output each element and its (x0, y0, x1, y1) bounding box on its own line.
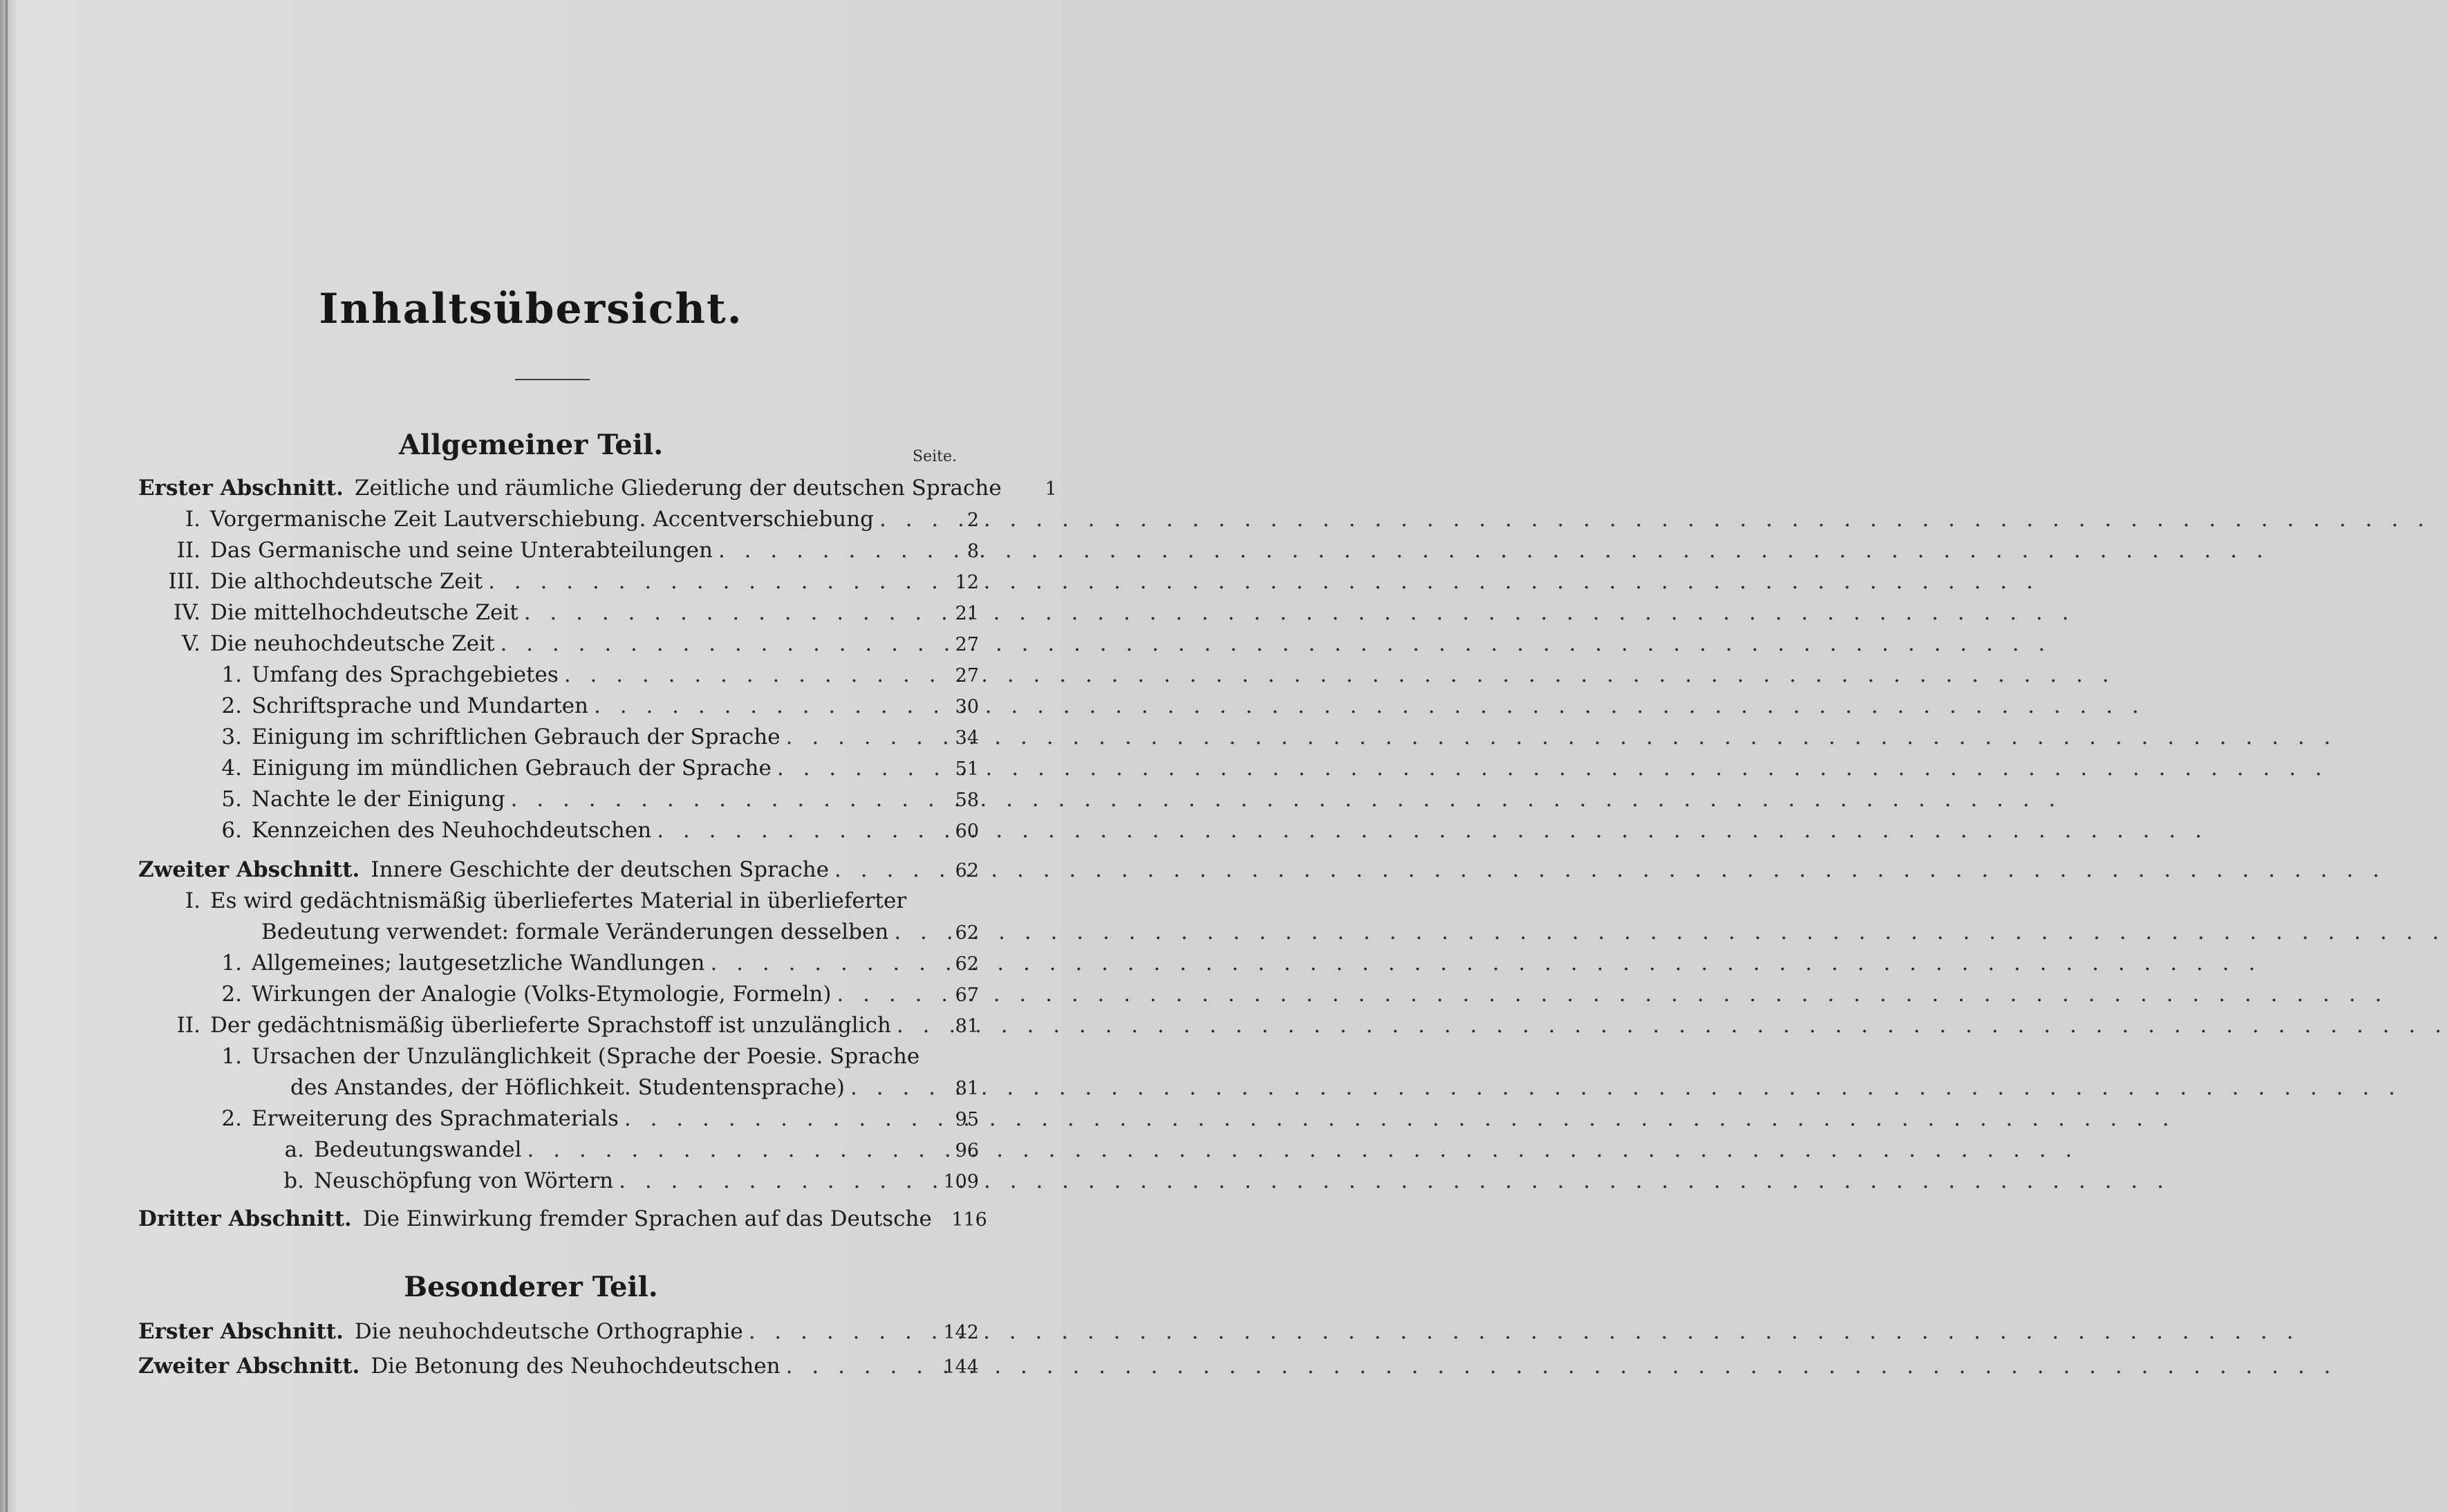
dot-leader (781, 725, 924, 749)
toc-entry-page: 27 (955, 665, 979, 687)
toc-entry-title: Der gedächtnismäßig überlieferte Sprachstoff ist unzulänglich (210, 1013, 891, 1038)
page-title: Inhaltsübersicht. (319, 285, 743, 333)
toc-entry (200, 951, 979, 981)
toc-entry-number: 1. (221, 662, 242, 687)
toc-entry (200, 982, 979, 1012)
toc-entry-page: 34 (955, 727, 979, 749)
dot-leader (559, 662, 924, 687)
toc-entry-number: IV. (173, 600, 200, 625)
toc-entry (138, 1319, 979, 1350)
toc-entry (138, 538, 979, 568)
dot-leader (518, 600, 924, 625)
toc-entry-page: 58 (955, 790, 979, 811)
toc-entry-title: Innere Geschichte der deutschen Sprache (371, 857, 830, 882)
dot-leader (891, 1013, 924, 1038)
toc-entry-page: 27 (955, 634, 979, 655)
toc-entry-title: Zeitliche und räumliche Gliederung der deutschen Sprache (354, 476, 1002, 501)
toc-entry-number: V. (182, 631, 200, 656)
toc-entry (138, 888, 979, 919)
dot-leader (613, 1168, 924, 1193)
toc-entry-title: Die mittelhochdeutsche Zeit (210, 600, 518, 625)
toc-entry-number: a. (284, 1137, 304, 1162)
toc-entry (138, 569, 979, 599)
toc-entry (138, 600, 979, 631)
toc-entry-page: 142 (943, 1322, 979, 1343)
toc-entry-title: Die neuhochdeutsche Zeit (210, 631, 495, 656)
toc-entry-title: Erweiterung des Sprachmaterials (252, 1106, 619, 1131)
toc-entry (200, 787, 979, 817)
toc-entry (138, 857, 979, 888)
toc-entry-number: I. (185, 888, 200, 913)
toc-entry-page: 62 (955, 860, 979, 881)
toc-entry-page: 60 (955, 821, 979, 842)
dot-leader (619, 1106, 924, 1131)
toc-entry-number: 2. (221, 982, 242, 1007)
toc-entry-page: 81 (955, 1078, 979, 1099)
toc-entry (200, 756, 979, 786)
toc-entry-page: 12 (955, 572, 979, 593)
toc-entry-title: Nachte le der Einigung (252, 787, 505, 812)
toc-entry-title: Einigung im mündlichen Gebrauch der Sprache (252, 756, 772, 781)
special-part-title: Besonderer Teil. (404, 1271, 658, 1303)
toc-entry-number: III. (168, 569, 200, 594)
toc-entry-section-head: Zweiter Abschnitt. (138, 1354, 360, 1379)
toc-entry-title: Umfang des Sprachgebietes (252, 662, 559, 687)
toc-entry (200, 662, 979, 693)
toc-entry-section-head: Erster Abschnitt. (138, 476, 344, 501)
toc-entry (138, 476, 1057, 506)
toc-entry-title: Schriftsprache und Mundarten (252, 693, 589, 718)
toc-entry-title: Einigung im schriftlichen Gebrauch der Sprache (252, 725, 781, 749)
toc-entry-number: 3. (221, 725, 242, 749)
dot-leader (495, 631, 924, 656)
toc-entry-number: b. (283, 1168, 304, 1193)
toc-entry-page: 116 (951, 1209, 987, 1231)
toc-entry (200, 725, 979, 755)
toc-entry-title: Wirkungen der Analogie (Volks-Etymologie, Formeln) (252, 982, 832, 1007)
toc-entry-number: II. (176, 538, 200, 563)
dot-leader (781, 1354, 924, 1379)
toc-entry-page: 62 (955, 922, 979, 944)
toc-entry (263, 1168, 979, 1199)
toc-entry-title: Es wird gedächtnismäßig überliefertes Material in überlieferter (210, 888, 907, 913)
title-divider (515, 379, 590, 380)
toc-entry-title: Ursachen der Unzulänglichkeit (Sprache der Poesie. Sprache (252, 1044, 920, 1069)
general-part-title: Allgemeiner Teil. (398, 429, 664, 461)
toc-entry-section-head: Erster Abschnitt. (138, 1319, 344, 1344)
toc-entry-page: 109 (943, 1171, 979, 1193)
toc-entry-title: Die althochdeutsche Zeit (210, 569, 483, 594)
dot-leader (713, 538, 924, 563)
toc-entry (138, 631, 979, 662)
toc-entry-number: 4. (221, 756, 242, 781)
toc-entry-number: I. (185, 507, 200, 532)
dot-leader (651, 818, 924, 843)
toc-entry-title: Bedeutungswandel (314, 1137, 522, 1162)
dot-leader (772, 756, 924, 781)
toc-entry-page: 2 (966, 510, 979, 531)
toc-entry-section-head: Zweiter Abschnitt. (138, 857, 360, 882)
page-column-label: Seite. (913, 448, 957, 465)
toc-entry-page: 95 (955, 1109, 979, 1130)
toc-entry (263, 1137, 979, 1168)
toc-entry (200, 1044, 979, 1074)
toc-entry-section-head: Dritter Abschnitt. (138, 1206, 352, 1231)
dot-leader (845, 1075, 924, 1100)
toc-entry (138, 1206, 987, 1237)
toc-entry-page: 62 (955, 953, 979, 975)
dot-leader (505, 787, 924, 812)
book-page (0, 0, 1062, 1512)
dot-leader (888, 920, 924, 944)
toc-entry-title: Kennzeichen des Neuhochdeutschen (252, 818, 652, 843)
dot-leader (704, 951, 924, 976)
toc-entry (290, 1075, 979, 1105)
toc-entry-page: 51 (955, 758, 979, 780)
dot-leader (743, 1319, 924, 1344)
dot-leader (829, 857, 924, 882)
toc-entry-page: 96 (955, 1140, 979, 1161)
toc-entry-title: Bedeutung verwendet: formale Veränderungen desselben (261, 920, 889, 944)
toc-entry-number: 6. (221, 818, 242, 843)
toc-entry-title: Das Germanische und seine Unterabteilungen (210, 538, 713, 563)
toc-entry-number: 2. (221, 1106, 242, 1131)
toc-entry-number: II. (176, 1013, 200, 1038)
toc-entry-title: Die neuhochdeutsche Orthographie (354, 1319, 743, 1344)
toc-entry-page: 8 (966, 541, 979, 562)
dot-leader (874, 507, 924, 532)
toc-entry (200, 693, 979, 724)
toc-entry-number: 1. (221, 1044, 242, 1069)
toc-entry (138, 1013, 979, 1043)
dot-leader (522, 1137, 924, 1162)
toc-entry-title: Neuschöpfung von Wörtern (314, 1168, 614, 1193)
toc-entry-title: Allgemeines; lautgesetzliche Wandlungen (252, 951, 705, 976)
toc-entry (138, 1354, 979, 1384)
toc-entry-number: 5. (221, 787, 242, 812)
toc-entry-title: Die Betonung des Neuhochdeutschen (371, 1354, 781, 1379)
toc-entry-page: 30 (955, 696, 979, 718)
toc-entry-number: 2. (221, 693, 242, 718)
toc-entry (261, 920, 979, 950)
toc-entry-number: 1. (221, 951, 242, 976)
toc-entry-title: Die Einwirkung fremder Sprachen auf das Deutsche (362, 1206, 932, 1231)
toc-entry-page: 21 (955, 603, 979, 624)
toc-entry-title: des Anstandes, der Höflichkeit. Studentensprache) (290, 1075, 845, 1100)
toc-entry (138, 507, 979, 537)
dot-leader (588, 693, 924, 718)
toc-entry-page: 67 (955, 984, 979, 1006)
toc-entry-page: 81 (955, 1016, 979, 1037)
toc-entry (200, 1106, 979, 1137)
toc-entry-page: 1 (1045, 478, 1057, 500)
dot-leader (831, 982, 924, 1007)
toc-entry-title: Vorgermanische Zeit Lautverschiebung. Accentverschiebung (210, 507, 875, 532)
toc-entry-page: 144 (943, 1356, 979, 1378)
dot-leader (483, 569, 924, 594)
toc-entry (200, 818, 979, 848)
